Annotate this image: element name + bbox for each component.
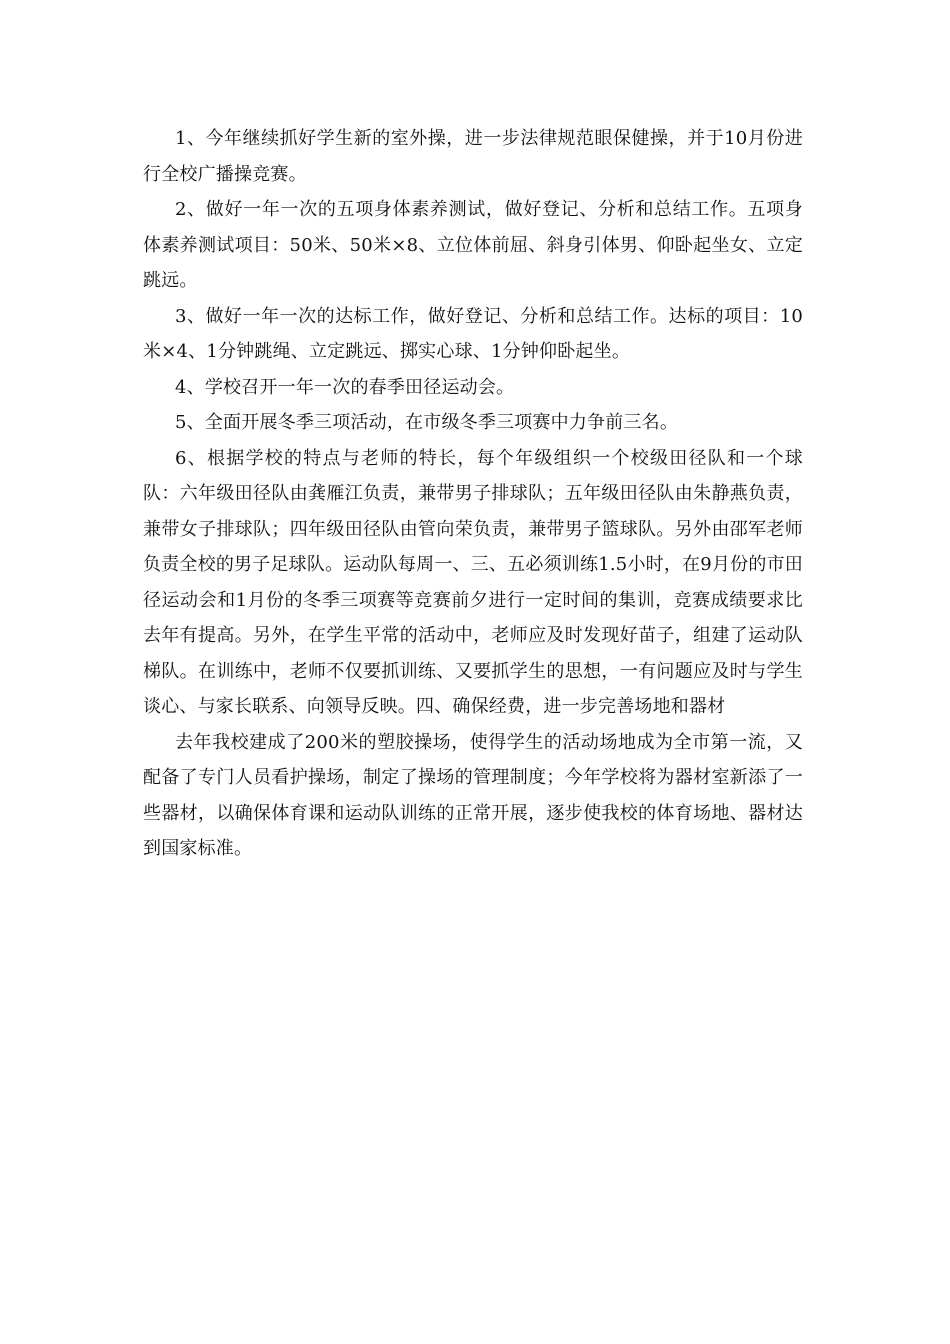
paragraph-school-teams: 6、根据学校的特点与老师的特长，每个年级组织一个校级田径队和一个球队：六年级田径队由龚雁江负责，兼带男子排球队；五年级田径队由朱静燕负责，兼带女子排球队；四年级田径队由管向荣负责，兼带男子篮球队。另外由邵军老师负责全校的男子足球队。运动队每周一、三、五必须训练1.5小时，在9月份的市田径运动会和1月份的冬季三项赛等竞赛前夕进行一定时间的集训，竞赛成绩要求比去年有提高。另外，在学生平常的活动中，老师应及时发现好苗子，组建了运动队梯队。在训练中，老师不仅要抓训练、又要抓学生的思想，一有问题应及时与学生谈心、与家长联系、向领导反映。四、确保经费，进一步完善场地和器材 [143, 447, 803, 717]
paragraph-facilities: 去年我校建成了200米的塑胶操场，使得学生的活动场地成为全市第一流，又配备了专门人员看护操场，制定了操场的管理制度；今年学校将为器材室新添了一些器材，以确保体育课和运动队训练的正常开展，逐步使我校的体育场地、器材达到国家标准。 [143, 731, 803, 859]
document-body [143, 121, 803, 867]
paragraph-fitness-test: 2、做好一年一次的五项身体素养测试，做好登记、分析和总结工作。五项身体素养测试项目：50米、50米×8、立位体前屈、斜身引体男、仰卧起坐女、立定跳远。 [143, 199, 803, 291]
paragraph-spring-sports-meet: 4、学校召开一年一次的春季田径运动会。 [175, 376, 515, 398]
paragraph-standard-test: 3、做好一年一次的达标工作，做好登记、分析和总结工作。达标的项目：10米×4、1分钟跳绳、立定跳远、掷实心球、1分钟仰卧起坐。 [143, 305, 803, 362]
paragraph-winter-activities: 5、全面开展冬季三项活动，在市级冬季三项赛中力争前三名。 [175, 412, 679, 433]
paragraph-broadcast-exercise: 1、今年继续抓好学生新的室外操，进一步法律规范眼保健操，并于10月份进行全校广播操竞赛。 [143, 128, 803, 185]
